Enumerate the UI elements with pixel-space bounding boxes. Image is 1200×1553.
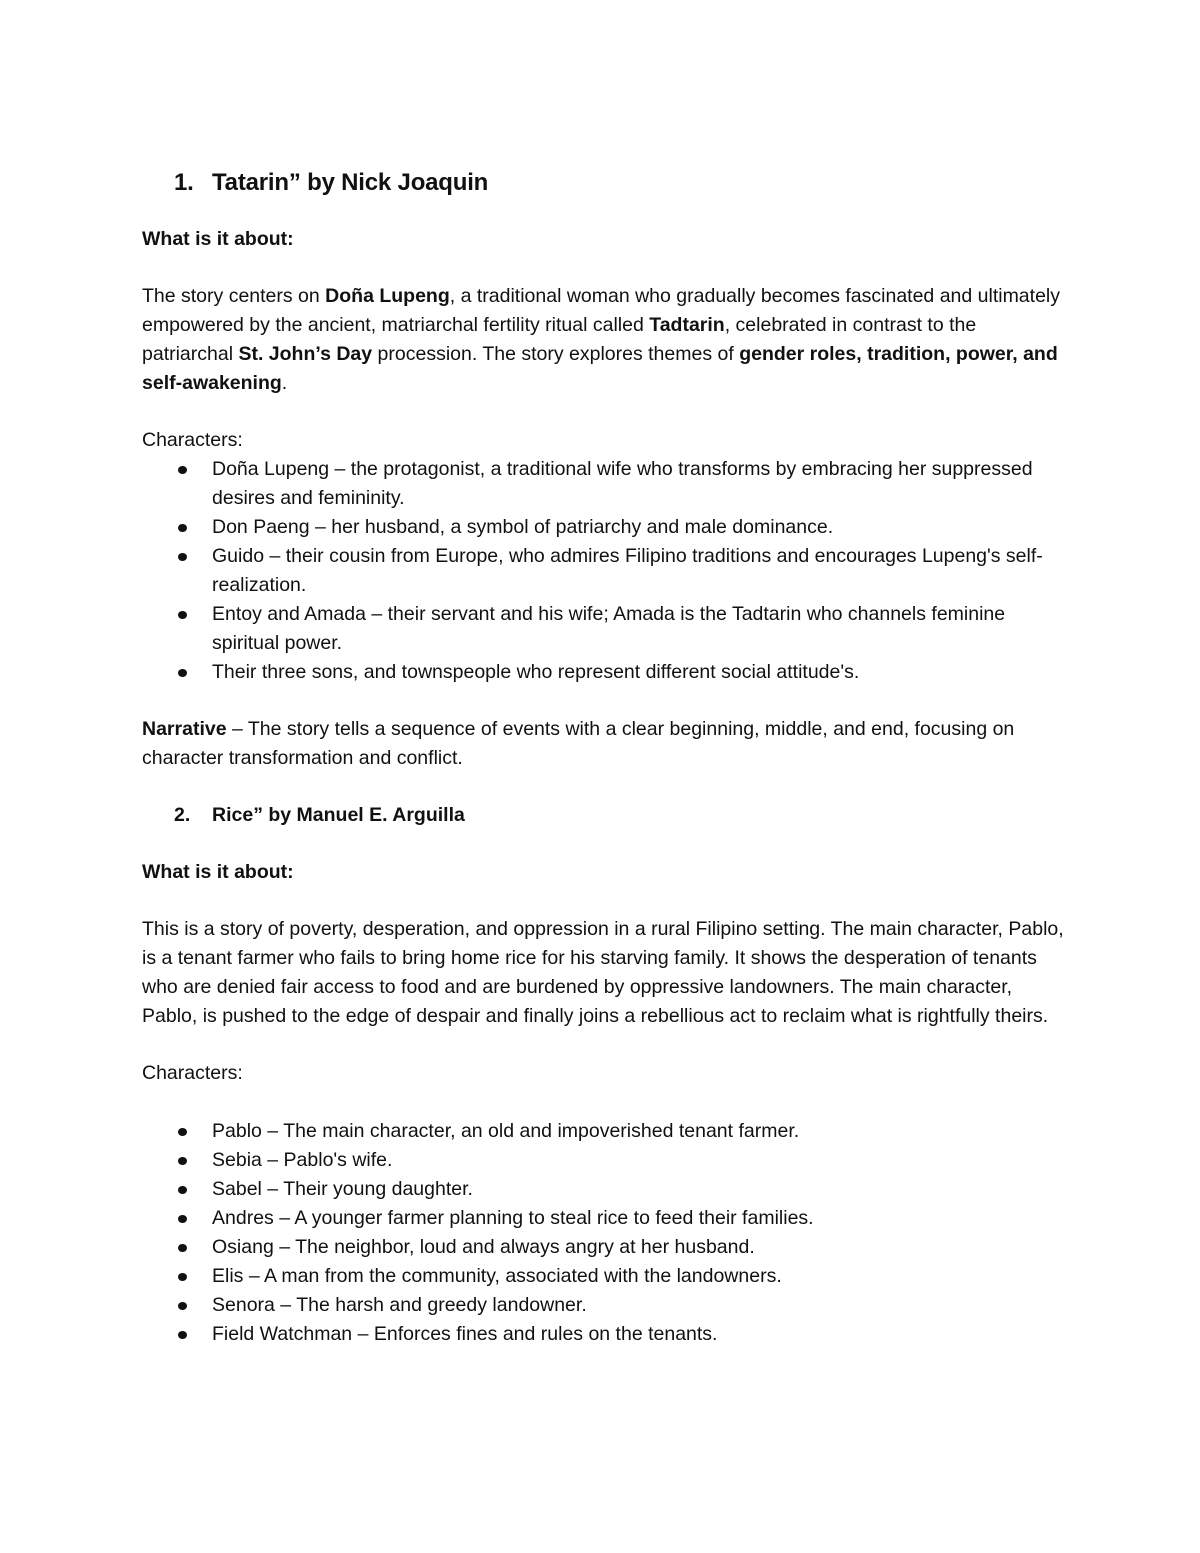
summary-text: , a traditional woman who gradually becomes fascinated and ultimately empowered by the ancient, matriarchal fertility ritual called	[142, 285, 1061, 336]
list-item-text: Field Watchman – Enforces fines and rules on the tenants.	[212, 1323, 718, 1345]
section-2-about-heading: What is it about:	[142, 861, 294, 883]
bullet-icon	[178, 466, 187, 474]
list-item	[142, 600, 1067, 658]
section-1-narrative	[142, 715, 1067, 773]
summary-bold-term: gender roles, tradition, power, and self-awakening	[142, 343, 1058, 394]
summary-text: , celebrated in contrast to the patriarchal	[142, 314, 977, 365]
bullet-icon	[178, 1186, 187, 1194]
section-2-title: Rice” by Manuel E. Arguilla	[212, 804, 465, 826]
section-2-character-list	[142, 1117, 1067, 1349]
narrative-text: – The story tells a sequence of events with a clear beginning, middle, and end, focusing on character transformation and conflict.	[142, 718, 1015, 769]
bullet-icon	[178, 1302, 187, 1310]
list-item	[142, 513, 1067, 542]
list-item-text: Sabel – Their young daughter.	[212, 1178, 473, 1200]
list-item-text: Don Paeng – her husband, a symbol of patriarchy and male dominance.	[212, 516, 834, 538]
list-item	[142, 1291, 1067, 1320]
summary-bold-term: St. John’s Day	[238, 343, 373, 365]
list-item-text: Doña Lupeng – the protagonist, a traditional wife who transforms by embracing her suppressed desires and femininity.	[212, 458, 1033, 509]
list-item-text: Guido – their cousin from Europe, who admires Filipino traditions and encourages Lupeng's self-realization.	[212, 545, 1043, 596]
section-1-title: Tatarin” by Nick Joaquin	[212, 169, 489, 196]
bullet-icon	[178, 1273, 187, 1281]
list-item-text: Elis – A man from the community, associated with the landowners.	[212, 1265, 782, 1287]
list-item-text: Their three sons, and townspeople who represent different social attitude's.	[212, 661, 860, 683]
list-item-text: Entoy and Amada – their servant and his wife; Amada is the Tadtarin who channels feminine spiritual power.	[212, 603, 1006, 654]
section-1-characters-label: Characters:	[142, 429, 243, 451]
section-1-about-heading: What is it about:	[142, 228, 294, 250]
document-content	[142, 166, 1067, 1349]
summary-text: procession. The story explores themes of	[372, 343, 740, 365]
list-item	[142, 542, 1067, 600]
section-1-heading	[142, 166, 1067, 200]
summary-bold-term: Doña Lupeng	[325, 285, 450, 307]
list-item-text: Andres – A younger farmer planning to steal rice to feed their families.	[212, 1207, 814, 1229]
section-1-summary	[142, 282, 1067, 398]
bullet-icon	[178, 669, 187, 677]
list-item	[142, 1233, 1067, 1262]
section-1-number: 1.	[174, 169, 194, 196]
bullet-icon	[178, 611, 187, 619]
list-item	[142, 1146, 1067, 1175]
bullet-icon	[178, 1331, 187, 1339]
list-item-text: Pablo – The main character, an old and impoverished tenant farmer.	[212, 1120, 800, 1142]
bullet-icon	[178, 1157, 187, 1165]
summary-bold-term: Tadtarin	[649, 314, 725, 336]
bullet-icon	[178, 1215, 187, 1223]
bullet-icon	[178, 1244, 187, 1252]
list-item	[142, 1117, 1067, 1146]
list-item-text: Osiang – The neighbor, loud and always angry at her husband.	[212, 1236, 755, 1258]
narrative-label: Narrative	[142, 718, 227, 740]
bullet-icon	[178, 1128, 187, 1136]
list-item	[142, 1262, 1067, 1291]
section-2-summary: This is a story of poverty, desperation, and oppression in a rural Filipino setting. The main character, Pablo, is a tenant farmer who fails to bring home rice for his starving family. It shows the desperation of tenants who are denied fair access to food and are burdened by oppressive landowners. The main character, Pablo, is pushed to the edge of despair and finally joins a rebellious act to reclaim what is rightfully theirs.	[142, 918, 1064, 1027]
bullet-icon	[178, 524, 187, 532]
list-item-text: Senora – The harsh and greedy landowner.	[212, 1294, 587, 1316]
section-1-character-list	[142, 455, 1067, 687]
section-2-characters-label: Characters:	[142, 1062, 243, 1084]
list-item	[142, 1175, 1067, 1204]
bullet-icon	[178, 553, 187, 561]
summary-text: The story centers on	[142, 285, 326, 307]
list-item	[142, 1320, 1067, 1349]
list-item	[142, 658, 1067, 687]
list-item-text: Sebia – Pablo's wife.	[212, 1149, 393, 1171]
section-2-number: 2.	[174, 804, 191, 826]
section-2-heading	[142, 801, 1067, 830]
list-item	[142, 1204, 1067, 1233]
summary-text: .	[281, 372, 288, 394]
list-item	[142, 455, 1067, 513]
